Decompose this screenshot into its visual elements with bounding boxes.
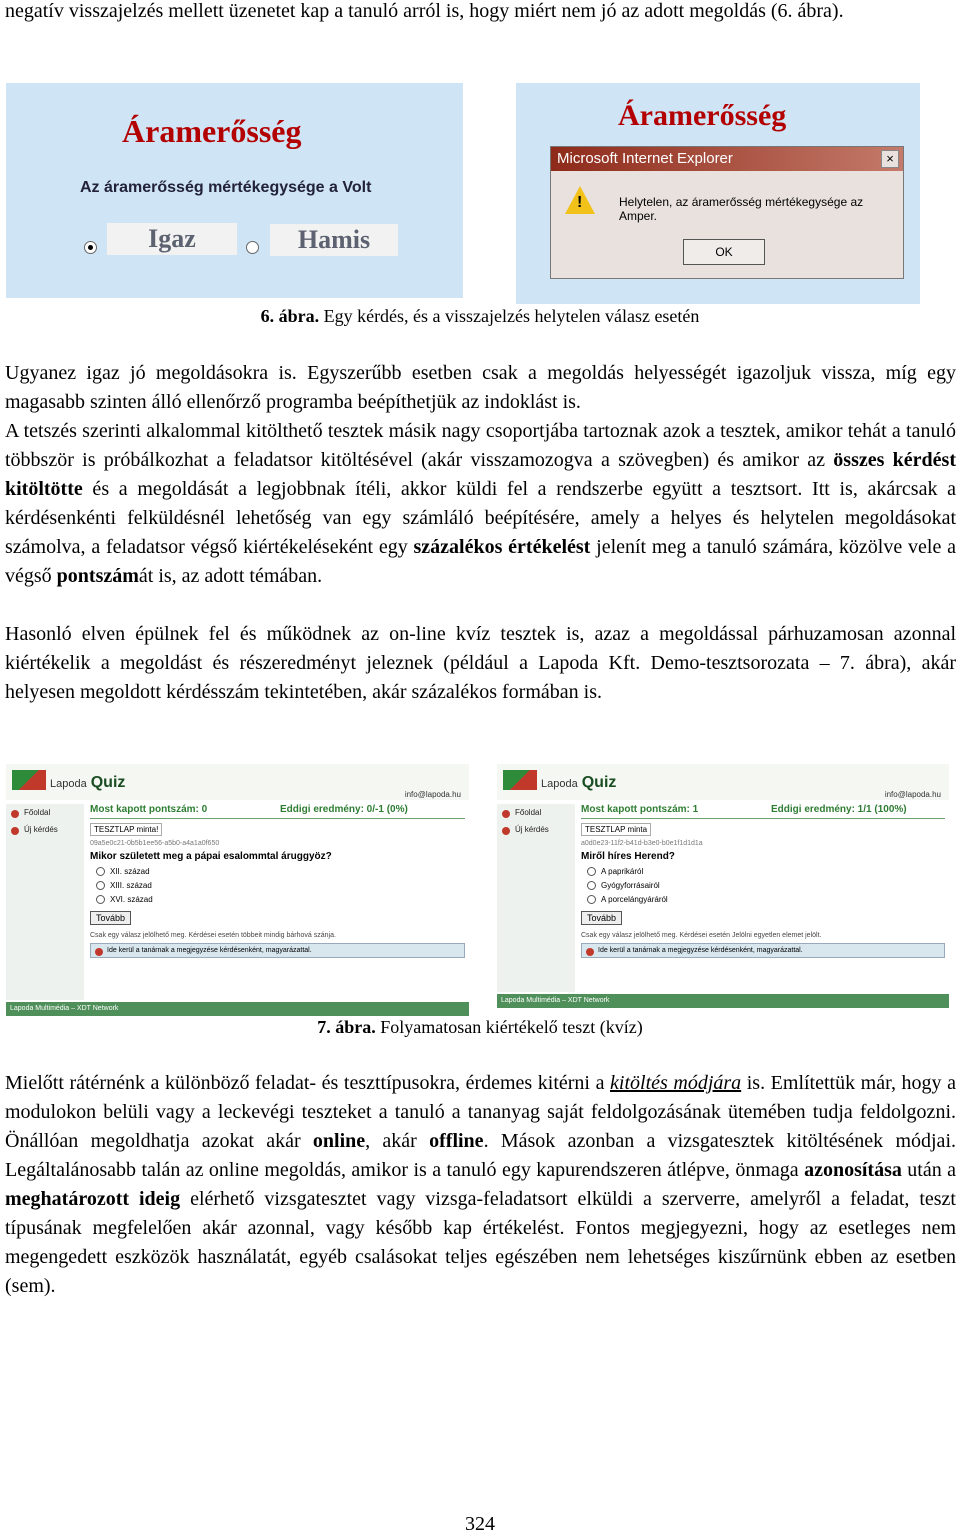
quiz-footer: Lapoda Multimédia – XDT Network (497, 994, 949, 1008)
p4-bold-online: online (312, 1130, 366, 1152)
quiz-nav (6, 804, 84, 1000)
quiz-note: Csak egy válasz jelölhető meg. Kérdései esetén Jelölni egyetlen elemet jelölt. (581, 932, 822, 939)
dialog-titlebar (551, 147, 903, 171)
next-button[interactable]: Tovább (90, 911, 131, 925)
p2-bold-3: pontszám (56, 565, 139, 587)
quiz-main (581, 804, 945, 992)
p4-bold-azonositasa: azonosítása (804, 1159, 902, 1181)
teacher-comment: Ide kerül a tanárnak a megjegyzése kérdésenként, magyarázattal. (90, 943, 465, 958)
p2-part: át is, az adott témában. (138, 565, 323, 587)
total-score: Eddigi eredmény: 1/1 (100%) (771, 804, 907, 815)
paragraph-4 (5, 1069, 956, 1301)
answer-label: A porcelángyáráról (601, 895, 668, 904)
option-hamis[interactable]: Hamis (270, 224, 398, 256)
option-igaz[interactable]: Igaz (107, 223, 237, 255)
quiz-screenshot-left (6, 764, 469, 1016)
nav-new-question[interactable]: Új kérdés (6, 821, 84, 838)
p2-bold-1: összes kérdést kitöltötte (5, 449, 956, 500)
lapoda-logo-icon (12, 770, 46, 790)
test-tag: TESZTLAP minta! (90, 823, 162, 836)
p4-part: , akár (365, 1130, 430, 1152)
figure6-caption-text: Egy kérdés, és a visszajelzés helytelen válasz esetén (319, 306, 700, 326)
next-button[interactable]: Tovább (581, 911, 622, 925)
current-score: Most kapott pontszám: 1 (581, 804, 699, 815)
quiz-brand (50, 774, 125, 792)
figure6-question-screenshot (6, 83, 463, 298)
teacher-comment: Ide kerül a tanárnak a megjegyzése kérdésenként, magyarázattal. (581, 943, 945, 958)
ok-button[interactable]: OK (683, 239, 765, 265)
quiz-status (581, 804, 945, 819)
nav-home[interactable]: Főoldal (497, 804, 575, 821)
close-icon[interactable]: × (881, 150, 899, 168)
p2-part: és a megoldását a legjobbnak ítéli, akkor küldi fel a rendszerbe együtt a tesztsort. Itt is, akárcsak a kérdésenkénti felküldésnél lehetőség van egy számláló beépítésére, amely a helyes és helytelen megoldásokat számolva, a feladatsor végső kiértékeléseként egy (5, 478, 956, 558)
quiz-question: Miről híres Herend? (581, 851, 675, 862)
test-tag: TESZTLAP minta (581, 823, 651, 836)
figure7-caption-text: Folyamatosan kiértékelő teszt (kvíz) (375, 1017, 643, 1037)
answer-label: XIII. század (110, 881, 152, 890)
page-number: 324 (465, 1513, 495, 1535)
quiz-nav (497, 804, 575, 992)
p4-part: elérhető vizsgatesztet vagy vizsga-feladatsort elküldi a szerverre, amelyről a feladat, teszt típusának megfelelően akár azonnal, vagy később kap értékelést. Fontos megjegyezni, hogy az esetleges nem megengedett eszközök használatát, egyéb csalásokat teljes egészében nem lehetséges kiszűrnünk ebben az esetben (sem). (5, 1188, 956, 1297)
nav-home[interactable]: Főoldal (6, 804, 84, 821)
p2-part: jelenít meg a tanuló számára, közölve vele a végső (5, 536, 956, 587)
p4-bold-ideig: meghatározott ideig (5, 1188, 181, 1210)
figure6-right-title: Áramerősség (618, 99, 787, 132)
answer-option[interactable] (96, 867, 465, 876)
brand-name: Lapoda (541, 778, 578, 790)
paragraph-2 (5, 417, 956, 591)
brand-name: Lapoda (50, 778, 87, 790)
figure6-feedback-screenshot (516, 83, 920, 304)
p2-part: A tetszés szerinti alkalommal kitölthető tesztek másik nagy csoportjába tartoznak azok a tesztek, amikor tehát a tanuló többször is próbálkozhat a feladatsor kitöltésével (akár visszamozogva a szövegben) és amikor az (5, 420, 956, 471)
p4-bold-offline: offline (429, 1130, 484, 1152)
paragraph-1: Ugyanez igaz jó megoldásokra is. Egyszerűbb esetben csak a megoldás helyességét igazoljuk vissza, míg egy magasabb szinten álló ellenőrző programba beépíthetjük az indoklást is. (5, 362, 956, 413)
quiz-brand (541, 774, 616, 792)
answer-option[interactable] (96, 881, 465, 890)
figure6-caption (0, 306, 960, 327)
p4-part: Mielőtt rátérnénk a különböző feladat- és teszttípusokra, érdemes kitérni a (5, 1072, 611, 1094)
p4-link-kitoltes[interactable]: kitöltés módjára (610, 1072, 742, 1094)
lapoda-logo-icon (503, 770, 537, 790)
p4-part: . Mások azonban a vizsgatesztek kitöltésének módjai. Legáltalánosabb talán az online megoldás, amikor is a tanuló egy kapurendszeren átlépve, önmaga (5, 1130, 956, 1181)
figure6-caption-label: 6. ábra. (260, 306, 320, 326)
radio-icon[interactable] (587, 867, 596, 876)
answer-option[interactable] (587, 867, 945, 876)
answer-option[interactable] (587, 881, 945, 890)
paragraph-3: Hasonló elven épülnek fel és működnek az on-line kvíz tesztek is, azaz a megoldással párhuzamosan azonnal kiértékelik a megoldást és részeredményt jeleznek (például a Lapoda Kft. Demo-tesztsorozata – 7. ábra), akár helyesen megoldott kérdésszám tekintetében, akár százalékos formában is. (5, 623, 956, 703)
answer-option[interactable] (96, 895, 465, 904)
figure6-left-title: Áramerősség (122, 113, 302, 149)
dialog-message: Helytelen, az áramerősség mértékegysége az Amper. (619, 195, 864, 223)
answer-label: A paprikáról (601, 867, 644, 876)
quiz-status (90, 804, 465, 819)
dialog-title: Microsoft Internet Explorer (557, 150, 733, 167)
radio-icon[interactable] (96, 881, 105, 890)
question-code: 09a5e0c21-0b5b1ee56-a5b0-a4a1a0f650 (90, 840, 220, 847)
radio-icon[interactable] (96, 895, 105, 904)
figure6-question: Az áramerősség mértékegysége a Volt (80, 179, 372, 196)
intro-paragraph: negatív visszajelzés mellett üzenetet kap a tanuló arról is, hogy miért nem jó az adott megoldás (6. ábra). (5, 0, 844, 22)
quiz-screenshot-right (497, 764, 949, 1008)
radio-igaz[interactable] (84, 241, 97, 254)
p4-part: után a (901, 1159, 957, 1181)
warning-mark: ! (577, 194, 583, 211)
figure7-caption-label: 7. ábra. (317, 1017, 376, 1037)
answer-label: XII. század (110, 867, 150, 876)
figure7-caption (0, 1017, 960, 1038)
answer-label: Gyógyforrásairól (601, 881, 660, 890)
quiz-note: Csak egy válasz jelölhető meg. Kérdései esetén többeit mindig bárhová szánja. (90, 932, 336, 939)
answer-option[interactable] (587, 895, 945, 904)
p2-bold-2: százalékos értékelést (413, 536, 591, 558)
p4-part: is. Említettük már, hogy a modulokon belüli vagy a leckevégi teszteket a tanuló a tananyag saját feldolgozásának ütemében tudja feldolgozni. Önállóan megoldhatja azokat akár (5, 1072, 957, 1152)
quiz-question: Mikor született meg a pápai esalommtal áruggyöz? (90, 851, 332, 862)
alert-dialog (550, 146, 904, 279)
quiz-footer: Lapoda Multimédia – XDT Network (6, 1002, 469, 1016)
quiz-main (90, 804, 465, 1000)
radio-icon[interactable] (587, 881, 596, 890)
quiz-email[interactable]: info@lapoda.hu (404, 790, 461, 799)
nav-new-question[interactable]: Új kérdés (497, 821, 575, 838)
radio-icon[interactable] (96, 867, 105, 876)
current-score: Most kapott pontszám: 0 (90, 804, 208, 815)
brand-quiz: Quiz (90, 774, 126, 791)
quiz-email[interactable]: info@lapoda.hu (884, 790, 941, 799)
answer-label: XVI. század (110, 895, 153, 904)
radio-icon[interactable] (587, 895, 596, 904)
question-code: a0d0e23-11f2-b41d-b3e0-b0e1f1d1d1a (581, 840, 703, 847)
radio-hamis[interactable] (246, 241, 259, 254)
brand-quiz: Quiz (581, 774, 617, 791)
quiz-header (497, 764, 949, 800)
quiz-header (6, 764, 469, 800)
total-score: Eddigi eredmény: 0/-1 (0%) (280, 804, 408, 815)
